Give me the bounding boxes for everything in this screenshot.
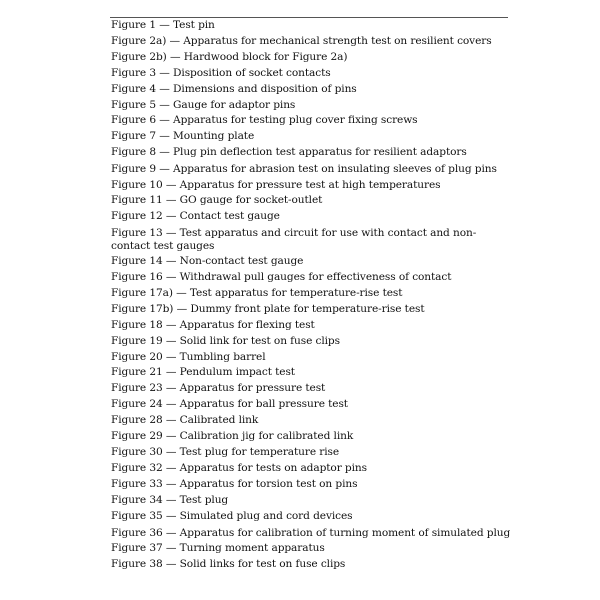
figure-entry: Figure 1 — Test pin — [111, 19, 215, 31]
figure-entry: Figure 12 — Contact test gauge — [111, 210, 280, 223]
figure-entry: Figure 17a) — Test apparatus for temperature-rise test — [111, 286, 403, 299]
figure-entry: Figure 20 — Tumbling barrel — [111, 350, 266, 363]
figure-entry: Figure 8 — Plug pin deflection test apparatus for resilient adaptors — [111, 146, 467, 159]
figure-entry: Figure 32 — Apparatus for tests on adaptor pins — [111, 461, 367, 474]
figure-entry: Figure 29 — Calibration jig for calibrated link — [111, 430, 354, 443]
figure-entry: Figure 2b) — Hardwood block for Figure 2a) — [111, 50, 348, 63]
figure-entry: Figure 28 — Calibrated link — [111, 414, 259, 427]
figure-entry: Figure 19 — Solid link for test on fuse clips — [111, 334, 340, 347]
figure-entry: Figure 17b) — Dummy front plate for temperature-rise test — [111, 302, 425, 315]
figure-entry: Figure 24 — Apparatus for ball pressure test — [111, 398, 348, 411]
figure-entry: Figure 36 — Apparatus for calibration of turning moment of simulated plug — [111, 526, 511, 539]
figure-list — [111, 18, 511, 573]
figure-entry: Figure 21 — Pendulum impact test — [111, 366, 295, 379]
figure-entry: Figure 3 — Disposition of socket contacts — [111, 66, 331, 79]
figure-entry: Figure 30 — Test plug for temperature rise — [111, 445, 340, 458]
figure-entry: Figure 16 — Withdrawal pull gauges for effectiveness of contact — [111, 271, 452, 283]
figure-entry: Figure 10 — Apparatus for pressure test at high temperatures — [111, 178, 441, 191]
figure-entry: Figure 35 — Simulated plug and cord devices — [111, 509, 353, 522]
figure-entry: Figure 34 — Test plug — [111, 493, 229, 506]
figure-entry: Figure 2a) — Apparatus for mechanical strength test on resilient covers — [111, 34, 492, 47]
figure-entry: Figure 13 — Test apparatus and circuit for use with contact and non-contact test gauges — [111, 227, 477, 252]
figure-entry: Figure 18 — Apparatus for flexing test — [111, 318, 315, 331]
figure-entry: Figure 7 — Mounting plate — [111, 130, 255, 143]
figure-entry: Figure 4 — Dimensions and disposition of pins — [111, 82, 357, 95]
figure-entry: Figure 9 — Apparatus for abrasion test on insulating sleeves of plug pins — [111, 163, 497, 176]
figure-entry: Figure 38 — Solid links for test on fuse clips — [111, 557, 346, 570]
figure-entry: Figure 11 — GO gauge for socket-outlet — [111, 194, 323, 207]
figure-entry: Figure 5 — Gauge for adaptor pins — [111, 98, 296, 111]
figure-entry: Figure 23 — Apparatus for pressure test — [111, 382, 326, 395]
figure-entry: Figure 14 — Non-contact test gauge — [111, 255, 304, 268]
figure-entry: Figure 6 — Apparatus for testing plug cover fixing screws — [111, 114, 418, 127]
figure-entry: Figure 33 — Apparatus for torsion test on pins — [111, 477, 358, 490]
figure-entry: Figure 37 — Turning moment apparatus — [111, 541, 325, 554]
